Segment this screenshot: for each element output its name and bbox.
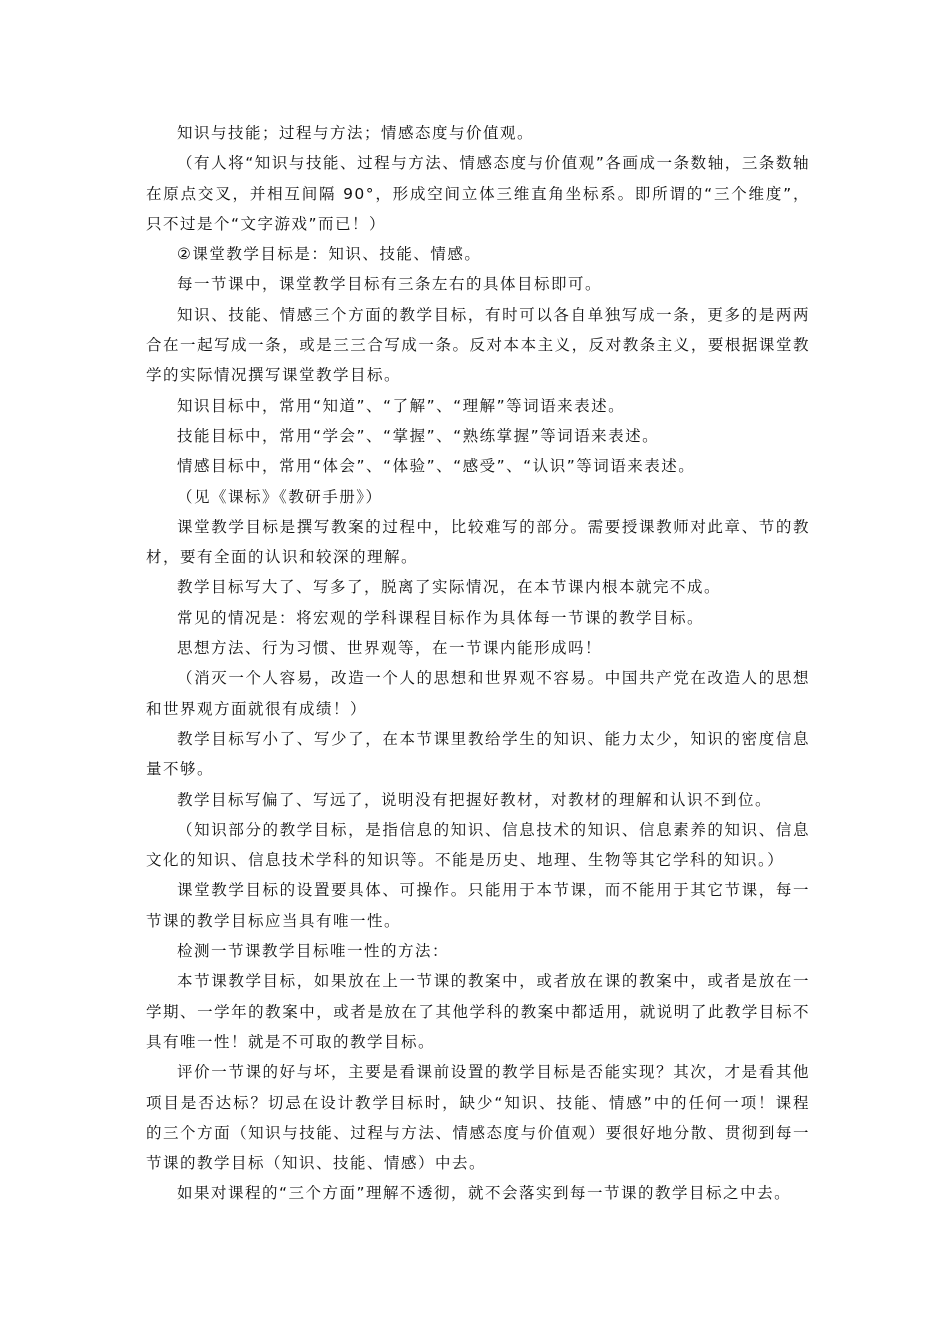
paragraph: 常见的情况是：将宏观的学科课程目标作为具体每一节课的教学目标。 bbox=[177, 608, 705, 627]
paragraph: （见《课标》《教研手册》） bbox=[177, 487, 383, 506]
paragraph: （消灭一个人容易，改造一个人的思想和世界观不容易。中国共产党在改造人的思想和世界观方面就很有成绩！） bbox=[146, 669, 810, 718]
paragraph: 思想方法、行为习惯、世界观等，在一节课内能形成吗！ bbox=[177, 639, 603, 658]
paragraph: 教学目标写大了、写多了，脱离了实际情况，在本节课内根本就完不成。 bbox=[177, 578, 722, 597]
paragraph: 如果对课程的“三个方面”理解不透彻，就不会落实到每一节课的教学目标之中去。 bbox=[177, 1184, 792, 1203]
paragraph: 情感目标中，常用“体会”、“体验”、“感受”、“认识”等词语来表述。 bbox=[177, 457, 696, 476]
document-body bbox=[146, 118, 810, 1209]
paragraph: 教学目标写偏了、写远了，说明没有把握好教材，对教材的理解和认识不到位。 bbox=[177, 790, 773, 809]
paragraph: 本节课教学目标，如果放在上一节课的教案中，或者放在课的教案中，或者是放在一学期、一学年的教案中，或者是放在了其他学科的教案中都适用，就说明了此教学目标不具有唯一性！就是不可取的教学目标。 bbox=[146, 972, 810, 1051]
paragraph: 教学目标写小了、写少了，在本节课里教给学生的知识、能力太少，知识的密度信息量不够。 bbox=[146, 729, 810, 779]
paragraph: ②课堂教学目标是：知识、技能、情感。 bbox=[177, 245, 482, 264]
paragraph: 课堂教学目标的设置要具体、可操作。只能用于本节课，而不能用于其它节课，每一节课的教学目标应当具有唯一性。 bbox=[146, 881, 810, 930]
paragraph: 技能目标中，常用“学会”、“掌握”、“熟练掌握”等词语来表述。 bbox=[177, 426, 660, 445]
paragraph: 评价一节课的好与坏，主要是看课前设置的教学目标是否能实现？其次，才是看其他项目是否达标？切忌在设计教学目标时，缺少“知识、技能、情感”中的任何一项！课程的三个方面（知识与技能、过程与方法、情感态度与价值观）要很好地分散、贯彻到每一节课的教学目标（知识、技能、情感）中去。 bbox=[146, 1063, 810, 1173]
paragraph: 每一节课中，课堂教学目标有三条左右的具体目标即可。 bbox=[177, 275, 603, 294]
paragraph: 课堂教学目标是撰写教案的过程中，比较难写的部分。需要授课教师对此章、节的教材，要有全面的认识和较深的理解。 bbox=[146, 517, 810, 567]
paragraph: 知识、技能、情感三个方面的教学目标，有时可以各自单独写成一条，更多的是两两合在一起写成一条，或是三三合写成一条。反对本本主义，反对教条主义，要根据课堂教学的实际情况撰写课堂教学目标。 bbox=[146, 305, 810, 385]
paragraph: （知识部分的教学目标，是指信息的知识、信息技术的知识、信息素养的知识、信息文化的知识、信息技术学科的知识等。不能是历史、地理、生物等其它学科的知识。） bbox=[146, 820, 810, 870]
paragraph: （有人将“知识与技能、过程与方法、情感态度与价值观”各画成一条数轴，三条数轴在原点交叉，并相互间隔 90°，形成空间立体三维直角坐标系。即所谓的“三个维度”，只不过是个“文字游戏”而已！） bbox=[146, 154, 810, 233]
paragraph: 知识与技能；过程与方法；情感态度与价值观。 bbox=[177, 124, 535, 142]
paragraph: 检测一节课教学目标唯一性的方法： bbox=[177, 942, 450, 961]
paragraph: 知识目标中，常用“知道”、“了解”、“理解”等词语来表述。 bbox=[177, 396, 626, 415]
